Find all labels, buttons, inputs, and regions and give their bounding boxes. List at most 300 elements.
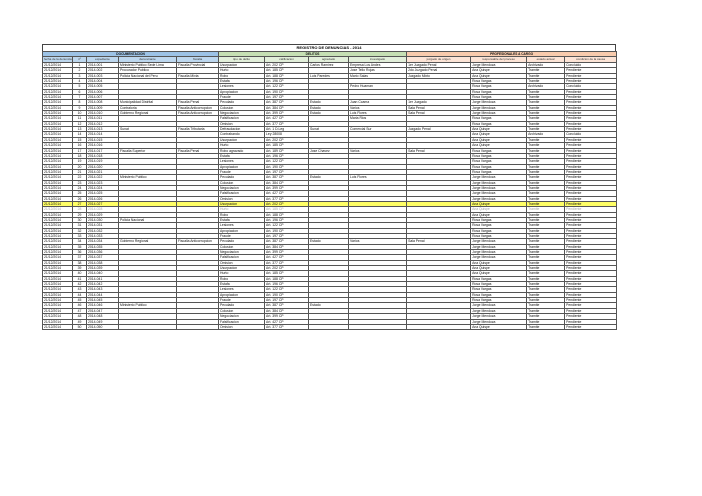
table-cell[interactable]: Ministerio Publico Sede Lima [119, 63, 177, 68]
column-header[interactable]: condicion de la causa [565, 57, 617, 63]
table-cell[interactable]: Jorge Mendoza [471, 196, 527, 201]
table-cell[interactable]: 27 [73, 201, 87, 206]
table-cell[interactable]: Ana Quispe [471, 143, 527, 148]
table-cell[interactable]: Negociacion [219, 111, 265, 116]
table-cell[interactable]: Peculado [219, 303, 265, 308]
table-cell[interactable]: 21/12/2014 [43, 180, 73, 185]
table-cell[interactable]: 2014-049 [87, 319, 119, 324]
table-cell[interactable]: 2014-004 [87, 79, 119, 84]
table-cell[interactable]: Falsificacion [219, 116, 265, 121]
table-cell[interactable]: Jorge Mendoza [471, 319, 527, 324]
table-cell[interactable]: Rosa Vargas [471, 276, 527, 281]
table-cell[interactable]: Apropiacion [219, 292, 265, 297]
table-cell[interactable]: Sala Penal [407, 105, 471, 110]
table-cell[interactable]: Estafa [219, 153, 265, 158]
table-cell[interactable]: 21/12/2014 [43, 223, 73, 228]
table-cell[interactable]: 21/12/2014 [43, 105, 73, 110]
table-cell[interactable]: 21/12/2014 [43, 201, 73, 206]
table-cell[interactable]: Art. 188 CP [265, 212, 309, 217]
table-cell[interactable]: Art. 190 CP [265, 228, 309, 233]
column-header[interactable]: juzgado de origen [407, 57, 471, 63]
table-cell[interactable]: 21/12/2014 [43, 148, 73, 153]
table-cell[interactable]: 2014-002 [87, 68, 119, 73]
table-cell[interactable]: Pendiente [565, 95, 617, 100]
table-cell[interactable]: 3 [73, 73, 87, 78]
table-cell[interactable]: 2014-046 [87, 303, 119, 308]
table-cell[interactable]: Tramite [527, 73, 565, 78]
table-cell[interactable]: 8 [73, 100, 87, 105]
table-cell[interactable]: Omision [219, 196, 265, 201]
table-cell[interactable]: Sala Penal [407, 148, 471, 153]
table-cell[interactable]: Rosa Vargas [471, 298, 527, 303]
table-cell[interactable]: Art. 196 CP [265, 282, 309, 287]
table-cell[interactable]: Ana Quispe [471, 137, 527, 142]
table-cell[interactable]: Varios [349, 148, 407, 153]
table-cell[interactable]: 21/12/2014 [43, 63, 73, 68]
table-cell[interactable]: Tramite [527, 121, 565, 126]
table-cell[interactable]: 44 [73, 292, 87, 297]
table-cell[interactable]: Tramite [527, 207, 565, 212]
table-cell[interactable]: Ana Quispe [471, 68, 527, 73]
table-cell[interactable]: 2014-015 [87, 137, 119, 142]
table-cell[interactable]: Fiscalia Mixta [177, 73, 219, 78]
table-cell[interactable]: Art. 197 CP [265, 234, 309, 239]
table-cell[interactable]: Pendiente [565, 314, 617, 319]
table-cell[interactable]: Juan Ccama [349, 100, 407, 105]
table-cell[interactable]: Luis Flores [349, 111, 407, 116]
table-cell[interactable]: 2014-006 [87, 89, 119, 94]
table-cell[interactable]: Fiscalia Tributaria [177, 127, 219, 132]
table-cell[interactable]: Ana Quispe [471, 207, 527, 212]
table-cell[interactable]: Pendiente [565, 212, 617, 217]
table-cell[interactable]: Rosa Vargas [471, 164, 527, 169]
table-cell[interactable]: Pendiente [565, 143, 617, 148]
table-cell[interactable]: 2014-032 [87, 228, 119, 233]
table-cell[interactable]: Ana Quispe [471, 73, 527, 78]
table-cell[interactable]: Art. 427 CP [265, 319, 309, 324]
table-cell[interactable]: 43 [73, 287, 87, 292]
table-cell[interactable]: Fiscalia Superior [119, 148, 177, 153]
table-cell[interactable]: 21/12/2014 [43, 68, 73, 73]
table-cell[interactable]: Robo [219, 212, 265, 217]
table-cell[interactable]: 2014-034 [87, 239, 119, 244]
table-cell[interactable]: 21/12/2014 [43, 314, 73, 319]
table-cell[interactable]: Pendiente [565, 164, 617, 169]
table-cell[interactable]: 21/12/2014 [43, 228, 73, 233]
table-cell[interactable]: 21/12/2014 [43, 319, 73, 324]
table-cell[interactable]: Fiscalia Anticorrupcion [177, 111, 219, 116]
table-cell[interactable]: Jose Tello Rojas [349, 68, 407, 73]
table-cell[interactable]: 42 [73, 282, 87, 287]
table-cell[interactable]: 2014-050 [87, 324, 119, 329]
table-cell[interactable]: Pendiente [565, 148, 617, 153]
table-cell[interactable]: Pendiente [565, 303, 617, 308]
table-cell[interactable]: Fraude [219, 169, 265, 174]
table-cell[interactable]: 21/12/2014 [43, 79, 73, 84]
table-cell[interactable]: Lesiones [219, 84, 265, 89]
table-cell[interactable]: 21/12/2014 [43, 127, 73, 132]
table-cell[interactable]: Apropiacion [219, 228, 265, 233]
table-cell[interactable]: 28 [73, 207, 87, 212]
table-cell[interactable]: 41 [73, 276, 87, 281]
table-cell[interactable]: 2014-029 [87, 212, 119, 217]
table-cell[interactable]: Ana Quispe [471, 271, 527, 276]
table-cell[interactable] [349, 324, 407, 329]
table-cell[interactable]: Estado [309, 239, 349, 244]
table-cell[interactable]: Fraude [219, 95, 265, 100]
table-cell[interactable]: 21/12/2014 [43, 255, 73, 260]
table-cell[interactable]: Concluido [565, 84, 617, 89]
table-cell[interactable]: 18 [73, 153, 87, 158]
table-cell[interactable]: 21/12/2014 [43, 250, 73, 255]
table-cell[interactable]: Jorge Mendoza [471, 185, 527, 190]
table-cell[interactable]: Pendiente [565, 127, 617, 132]
table-cell[interactable]: Rosa Vargas [471, 148, 527, 153]
table-cell[interactable]: Art. 377 CP [265, 260, 309, 265]
table-cell[interactable]: Art. 196 CP [265, 217, 309, 222]
table-cell[interactable]: Jorge Mendoza [471, 63, 527, 68]
table-cell[interactable]: Art. 384 CP [265, 105, 309, 110]
table-cell[interactable]: Colusion [219, 308, 265, 313]
table-cell[interactable]: Rosa Vargas [471, 228, 527, 233]
table-cell[interactable]: Apropiacion [219, 89, 265, 94]
table-cell[interactable]: 2014-036 [87, 250, 119, 255]
table-cell[interactable]: Estafa [219, 79, 265, 84]
table-cell[interactable]: 26 [73, 196, 87, 201]
table-cell[interactable]: 48 [73, 314, 87, 319]
table-cell[interactable]: Art. 1 D.Leg [265, 127, 309, 132]
table-cell[interactable]: Pendiente [565, 287, 617, 292]
table-cell[interactable]: 7 [73, 95, 87, 100]
table-cell[interactable]: Jorge Mendoza [471, 244, 527, 249]
table-cell[interactable]: Pendiente [565, 201, 617, 206]
table-cell[interactable]: Pendiente [565, 169, 617, 174]
column-header[interactable]: responsable del proceso [471, 57, 527, 63]
table-cell[interactable]: Jorge Mendoza [471, 175, 527, 180]
table-cell[interactable]: Pendiente [565, 324, 617, 329]
table-cell[interactable]: Art. 202 CP [265, 137, 309, 142]
table-cell[interactable]: 21/12/2014 [43, 159, 73, 164]
table-cell[interactable]: 2014-024 [87, 185, 119, 190]
table-cell[interactable]: Estafa [219, 282, 265, 287]
table-cell[interactable]: Rosa Vargas [471, 282, 527, 287]
table-cell[interactable]: Robo agravado [219, 148, 265, 153]
table-cell[interactable]: 21/12/2014 [43, 95, 73, 100]
table-cell[interactable]: Art. 122 CP [265, 84, 309, 89]
table-cell[interactable]: 32 [73, 228, 87, 233]
table-cell[interactable]: Pendiente [565, 196, 617, 201]
table-cell[interactable]: 2014-028 [87, 207, 119, 212]
table-cell[interactable]: Tramite [527, 68, 565, 73]
table-cell[interactable]: Pendiente [565, 116, 617, 121]
table-cell[interactable]: Rosa Vargas [471, 89, 527, 94]
table-cell[interactable]: 21/12/2014 [43, 169, 73, 174]
table-cell[interactable]: 11 [73, 116, 87, 121]
table-cell[interactable]: Pendiente [565, 105, 617, 110]
table-cell[interactable]: Art. 190 CP [265, 89, 309, 94]
table-cell[interactable]: Colusion [219, 105, 265, 110]
table-cell[interactable]: Tramite [527, 79, 565, 84]
table-cell[interactable] [407, 324, 471, 329]
table-cell[interactable]: Tramite [527, 217, 565, 222]
table-cell[interactable]: 2014-040 [87, 271, 119, 276]
table-cell[interactable]: Tramite [527, 137, 565, 142]
table-cell[interactable]: Art. 399 CP [265, 314, 309, 319]
table-cell[interactable]: 35 [73, 244, 87, 249]
table-cell[interactable]: Jorge Mendoza [471, 255, 527, 260]
table-cell[interactable]: Ana Quispe [471, 260, 527, 265]
table-cell[interactable]: Tramite [527, 282, 565, 287]
table-cell[interactable]: 21/12/2014 [43, 185, 73, 190]
table-cell[interactable]: 2014-037 [87, 255, 119, 260]
table-cell[interactable]: 2014-014 [87, 132, 119, 137]
table-cell[interactable]: Ana Quispe [471, 266, 527, 271]
table-cell[interactable]: Jorge Mendoza [471, 303, 527, 308]
table-cell[interactable]: Pendiente [565, 276, 617, 281]
table-cell[interactable]: 2014-022 [87, 175, 119, 180]
table-cell[interactable]: Tramite [527, 244, 565, 249]
table-cell[interactable]: 2014-013 [87, 127, 119, 132]
table-cell[interactable]: Art. 387 CP [265, 303, 309, 308]
table-cell[interactable]: 10 [73, 111, 87, 116]
table-cell[interactable]: Art. 387 CP [265, 239, 309, 244]
table-cell[interactable]: 21/12/2014 [43, 84, 73, 89]
table-cell[interactable]: Fiscalia Penal [177, 148, 219, 153]
table-cell[interactable]: 31 [73, 223, 87, 228]
table-cell[interactable]: Peculado [219, 175, 265, 180]
table-cell[interactable]: Ana Quispe [471, 201, 527, 206]
table-cell[interactable]: 30 [73, 217, 87, 222]
table-cell[interactable]: 21/12/2014 [43, 191, 73, 196]
table-cell[interactable]: Sala Penal [407, 239, 471, 244]
table-cell[interactable]: 2014-009 [87, 105, 119, 110]
table-cell[interactable]: Estado [309, 111, 349, 116]
table-cell[interactable]: 21/12/2014 [43, 239, 73, 244]
table-cell[interactable]: Art. 384 CP [265, 308, 309, 313]
table-cell[interactable]: Tramite [527, 127, 565, 132]
table-cell[interactable]: Pendiente [565, 68, 617, 73]
column-header[interactable]: calificacion [265, 57, 309, 63]
table-cell[interactable]: Usurpacion [219, 63, 265, 68]
table-cell[interactable]: Tramite [527, 212, 565, 217]
table-cell[interactable]: Pendiente [565, 292, 617, 297]
table-cell[interactable]: 21/12/2014 [43, 175, 73, 180]
table-cell[interactable]: Art. 427 CP [265, 191, 309, 196]
table-cell[interactable]: 2014-012 [87, 121, 119, 126]
table-cell[interactable]: Estado [309, 303, 349, 308]
table-cell[interactable]: Varios [349, 105, 407, 110]
table-cell[interactable]: Pendiente [565, 239, 617, 244]
table-cell[interactable]: Jorge Mendoza [471, 180, 527, 185]
table-cell[interactable]: Pendiente [565, 175, 617, 180]
table-cell[interactable]: Falsificacion [219, 255, 265, 260]
table-cell[interactable]: 21/12/2014 [43, 282, 73, 287]
table-cell[interactable]: Ana Quispe [471, 132, 527, 137]
table-cell[interactable]: 2014-025 [87, 191, 119, 196]
table-cell[interactable]: 21/12/2014 [43, 324, 73, 329]
table-cell[interactable]: Fiscalia Penal [177, 100, 219, 105]
table-cell[interactable] [177, 324, 219, 329]
table-cell[interactable]: Pendiente [565, 180, 617, 185]
table-cell[interactable]: Ministerio Publico [119, 303, 177, 308]
table-cell[interactable]: 49 [73, 319, 87, 324]
table-cell[interactable]: 16 [73, 143, 87, 148]
table-cell[interactable]: 2014-048 [87, 314, 119, 319]
table-cell[interactable]: Art. 427 CP [265, 255, 309, 260]
table-cell[interactable]: Pendiente [565, 228, 617, 233]
table-cell[interactable]: 2014-010 [87, 111, 119, 116]
table-cell[interactable]: Lesiones [219, 287, 265, 292]
table-cell[interactable]: Rosa Vargas [471, 223, 527, 228]
table-cell[interactable]: Art. 377 CP [265, 324, 309, 329]
table-cell[interactable]: Gobierno Regional [119, 111, 177, 116]
table-cell[interactable]: Tramite [527, 105, 565, 110]
table-cell[interactable]: Tramite [527, 201, 565, 206]
table-cell[interactable]: 21/12/2014 [43, 303, 73, 308]
column-header[interactable]: expediente [87, 57, 119, 63]
table-cell[interactable]: Contrabando [219, 132, 265, 137]
table-cell[interactable]: 21/12/2014 [43, 276, 73, 281]
table-cell[interactable]: Pendiente [565, 121, 617, 126]
column-header[interactable]: tipo de delito [219, 57, 265, 63]
table-cell[interactable]: Archivado [527, 63, 565, 68]
table-cell[interactable]: 21/12/2014 [43, 207, 73, 212]
table-cell[interactable]: 2014-047 [87, 308, 119, 313]
table-cell[interactable]: Luis Flores [349, 175, 407, 180]
table-cell[interactable]: 13 [73, 127, 87, 132]
table-cell[interactable]: 2014-043 [87, 287, 119, 292]
table-cell[interactable]: Pendiente [565, 319, 617, 324]
table-cell[interactable]: 2014-042 [87, 282, 119, 287]
table-cell[interactable]: 2014-033 [87, 234, 119, 239]
table-cell[interactable]: Jorge Mendoza [471, 100, 527, 105]
table-cell[interactable]: Negociacion [219, 250, 265, 255]
column-header[interactable]: fiscalia [177, 57, 219, 63]
table-cell[interactable]: Tramite [527, 271, 565, 276]
table-cell[interactable]: Art. 122 CP [265, 159, 309, 164]
table-cell[interactable]: 5 [73, 84, 87, 89]
table-cell[interactable]: Art. 377 CP [265, 121, 309, 126]
table-cell[interactable]: 21/12/2014 [43, 121, 73, 126]
table-cell[interactable]: Art. 197 CP [265, 169, 309, 174]
table-cell[interactable]: Pendiente [565, 260, 617, 265]
table-cell[interactable]: Tramite [527, 303, 565, 308]
table-cell[interactable]: 2014-035 [87, 244, 119, 249]
table-cell[interactable]: 2014-007 [87, 95, 119, 100]
column-header[interactable]: agraviado [309, 57, 349, 63]
table-cell[interactable]: Tramite [527, 100, 565, 105]
table-cell[interactable]: Tramite [527, 298, 565, 303]
table-cell[interactable]: Maria Rios [349, 116, 407, 121]
table-cell[interactable]: Empresa Los Andes [349, 63, 407, 68]
table-cell[interactable]: Art. 384 CP [265, 244, 309, 249]
table-cell[interactable]: Pedro Huaman [349, 84, 407, 89]
table-cell[interactable]: Juzgado Penal [407, 127, 471, 132]
table-cell[interactable]: Tramite [527, 287, 565, 292]
table-cell[interactable]: Tramite [527, 250, 565, 255]
table-cell[interactable]: 21/12/2014 [43, 132, 73, 137]
table-cell[interactable]: Peculado [219, 239, 265, 244]
table-cell[interactable]: Contraloria [119, 105, 177, 110]
table-cell[interactable]: 37 [73, 255, 87, 260]
table-cell[interactable]: Concluido [565, 132, 617, 137]
table-cell[interactable]: Art. 387 CP [265, 100, 309, 105]
table-cell[interactable]: Tramite [527, 89, 565, 94]
table-cell[interactable]: 2014-027 [87, 201, 119, 206]
table-cell[interactable]: 21/12/2014 [43, 143, 73, 148]
table-cell[interactable]: 2014-023 [87, 180, 119, 185]
table-cell[interactable] [309, 324, 349, 329]
table-cell[interactable]: 21/12/2014 [43, 100, 73, 105]
table-cell[interactable]: Tramite [527, 143, 565, 148]
table-cell[interactable]: Tramite [527, 95, 565, 100]
table-cell[interactable]: Tramite [527, 185, 565, 190]
table-cell[interactable]: Fraude [219, 298, 265, 303]
table-cell[interactable]: Rosa Vargas [471, 169, 527, 174]
table-cell[interactable]: Estado [309, 105, 349, 110]
table-cell[interactable]: Art. 122 CP [265, 287, 309, 292]
table-cell[interactable]: Pendiente [565, 89, 617, 94]
table-cell[interactable]: 2014-016 [87, 143, 119, 148]
table-cell[interactable]: Art. 384 CP [265, 180, 309, 185]
table-cell[interactable]: 2014-011 [87, 116, 119, 121]
table-cell[interactable]: Sunat [309, 127, 349, 132]
table-cell[interactable]: Pendiente [565, 250, 617, 255]
table-cell[interactable]: Art. 197 CP [265, 95, 309, 100]
table-cell[interactable]: Jorge Mendoza [471, 105, 527, 110]
column-header[interactable]: investigado [349, 57, 407, 63]
table-cell[interactable]: Juzgado Mixto [407, 73, 471, 78]
table-cell[interactable]: Tramite [527, 153, 565, 158]
table-cell[interactable]: 21/12/2014 [43, 217, 73, 222]
table-cell[interactable]: Gobierno Regional [119, 239, 177, 244]
table-cell[interactable]: 2014-044 [87, 292, 119, 297]
table-cell[interactable]: Omision [219, 324, 265, 329]
table-cell[interactable]: Archivado [527, 132, 565, 137]
table-cell[interactable]: Tramite [527, 292, 565, 297]
table-cell[interactable]: Ana Quispe [471, 324, 527, 329]
table-cell[interactable]: Ana Quispe [471, 212, 527, 217]
table-cell[interactable]: Art. 399 CP [265, 250, 309, 255]
table-cell[interactable]: Concluido [565, 63, 617, 68]
table-cell[interactable]: Omision [219, 260, 265, 265]
table-cell[interactable]: Art. 427 CP [265, 116, 309, 121]
table-cell[interactable]: Art. 202 CP [265, 201, 309, 206]
table-cell[interactable]: Tramite [527, 266, 565, 271]
table-cell[interactable]: 2014-005 [87, 84, 119, 89]
table-cell[interactable]: Fiscalia Anticorrupcion [177, 105, 219, 110]
column-header[interactable]: estado actual [527, 57, 565, 63]
table-cell[interactable]: Pendiente [565, 282, 617, 287]
table-cell[interactable]: Tramite [527, 308, 565, 313]
table-cell[interactable]: Art. 387 CP [265, 175, 309, 180]
table-cell[interactable]: Pendiente [565, 159, 617, 164]
table-cell[interactable]: Tramite [527, 180, 565, 185]
table-row[interactable] [43, 148, 617, 153]
table-cell[interactable]: 21/12/2014 [43, 266, 73, 271]
table-cell[interactable]: Negociacion [219, 185, 265, 190]
table-cell[interactable]: Pendiente [565, 153, 617, 158]
table-cell[interactable]: Usurpacion [219, 266, 265, 271]
table-cell[interactable]: Pendiente [565, 271, 617, 276]
table-cell[interactable]: 47 [73, 308, 87, 313]
table-cell[interactable]: Jorge Mendoza [471, 191, 527, 196]
table-cell[interactable]: Pendiente [565, 207, 617, 212]
table-cell[interactable]: Colusion [219, 180, 265, 185]
table-cell[interactable]: Tramite [527, 159, 565, 164]
table-cell[interactable]: Art. 185 CP [265, 207, 309, 212]
table-cell[interactable]: Pendiente [565, 266, 617, 271]
